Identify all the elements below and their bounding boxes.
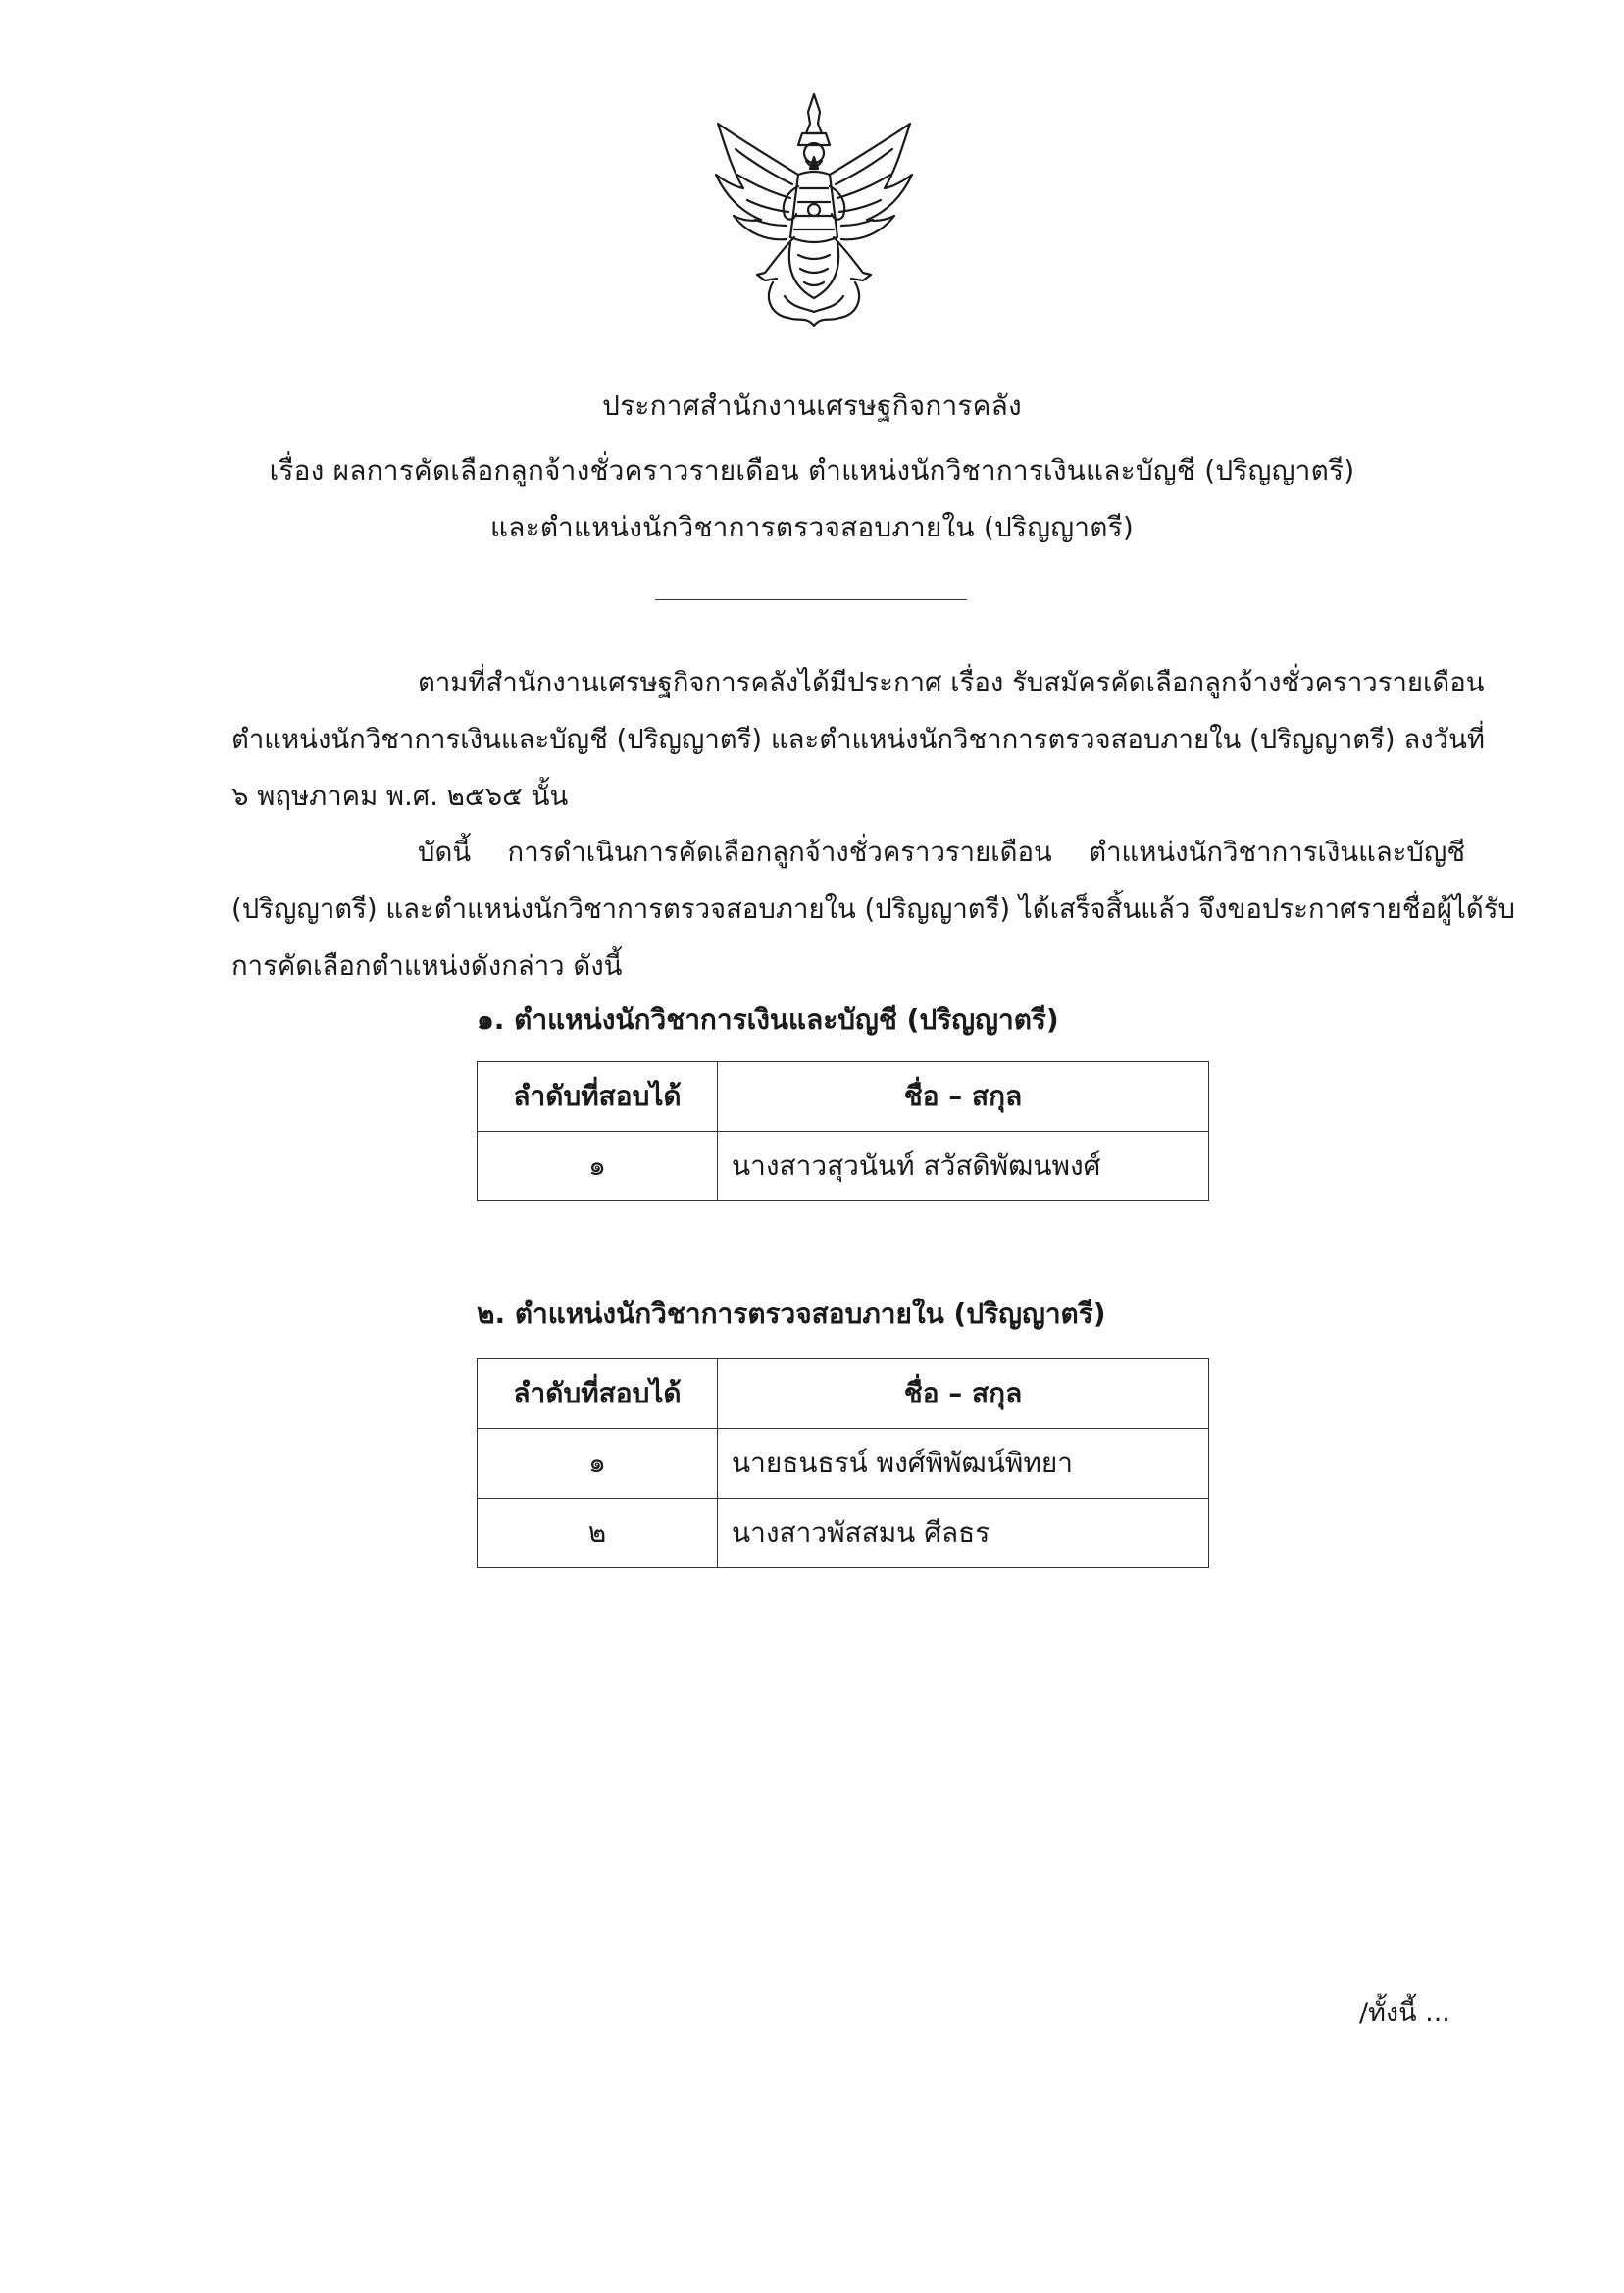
paragraph-reference <box>231 654 1486 825</box>
table-row <box>478 1132 1209 1201</box>
paragraph-line: ตามที่สำนักงานเศรษฐกิจการคลังได้มีประกาศ เรื่อง รับสมัครคัดเลือกลูกจ้างชั่วคราวรายเดือน <box>418 667 1485 698</box>
section-heading-finance: ๑. ตำแหน่งนักวิชาการเงินและบัญชี (ปริญญาตรี) <box>477 1003 1059 1036</box>
table-header-row <box>478 1359 1209 1429</box>
section-heading-audit: ๒. ตำแหน่งนักวิชาการตรวจสอบภายใน (ปริญญาตรี) <box>477 1298 1106 1330</box>
garuda-emblem-icon <box>704 90 924 331</box>
column-header-rank: ลำดับที่สอบได้ <box>478 1062 718 1132</box>
paragraph-line: การคัดเลือกตำแหน่งดังกล่าว ดังนี้ <box>231 950 623 982</box>
paragraph-line: (ปริญญาตรี) และตำแหน่งนักวิชาการตรวจสอบภายใน (ปริญญาตรี) ได้เสร็จสิ้นแล้ว จึงขอประกาศรายชื่อผู้ได้รับ <box>231 893 1515 925</box>
paragraph-line: ๖ พฤษภาคม พ.ศ. ๒๕๖๕ นั้น <box>231 781 569 812</box>
announcement-title: ประกาศสำนักงานเศรษฐกิจการคลัง <box>602 389 1022 422</box>
table-row <box>478 1429 1209 1499</box>
table-header-row <box>478 1062 1209 1132</box>
announcement-subject-continued: และตำแหน่งนักวิชาการตรวจสอบภายใน (ปริญญาตรี) <box>490 511 1134 543</box>
rank-cell: ๒ <box>478 1499 718 1568</box>
announcement-subject: เรื่อง ผลการคัดเลือกลูกจ้างชั่วคราวรายเดือน ตำแหน่งนักวิชาการเงินและบัญชี (ปริญญาตรี) <box>269 454 1355 486</box>
name-cell: นางสาวสุวนันท์ สวัสดิพัฒนพงศ์ <box>718 1132 1209 1201</box>
column-header-name: ชื่อ – สกุล <box>718 1359 1209 1429</box>
rank-cell: ๑ <box>478 1132 718 1201</box>
continuation-marker: /ทั้งนี้ ... <box>1359 1998 1450 2028</box>
results-table-audit <box>477 1358 1209 1568</box>
paragraph-line: ตำแหน่งนักวิชาการเงินและบัญชี (ปริญญาตรี) และตำแหน่งนักวิชาการตรวจสอบภายใน (ปริญญาตรี) ลงวันที่ <box>231 724 1486 755</box>
title-divider <box>655 599 967 600</box>
results-table-finance <box>477 1061 1209 1201</box>
column-header-name: ชื่อ – สกุล <box>718 1062 1209 1132</box>
table-row <box>478 1499 1209 1568</box>
rank-cell: ๑ <box>478 1429 718 1499</box>
paragraph-result <box>231 824 1515 994</box>
paragraph-line: บัดนี้ การดำเนินการคัดเลือกลูกจ้างชั่วคราวรายเดือน ตำแหน่งนักวิชาการเงินและบัญชี <box>418 837 1465 868</box>
name-cell: นายธนธรน์ พงศ์พิพัฒน์พิทยา <box>718 1429 1209 1499</box>
column-header-rank: ลำดับที่สอบได้ <box>478 1359 718 1429</box>
name-cell: นางสาวพัสสมน ศีลธร <box>718 1499 1209 1568</box>
